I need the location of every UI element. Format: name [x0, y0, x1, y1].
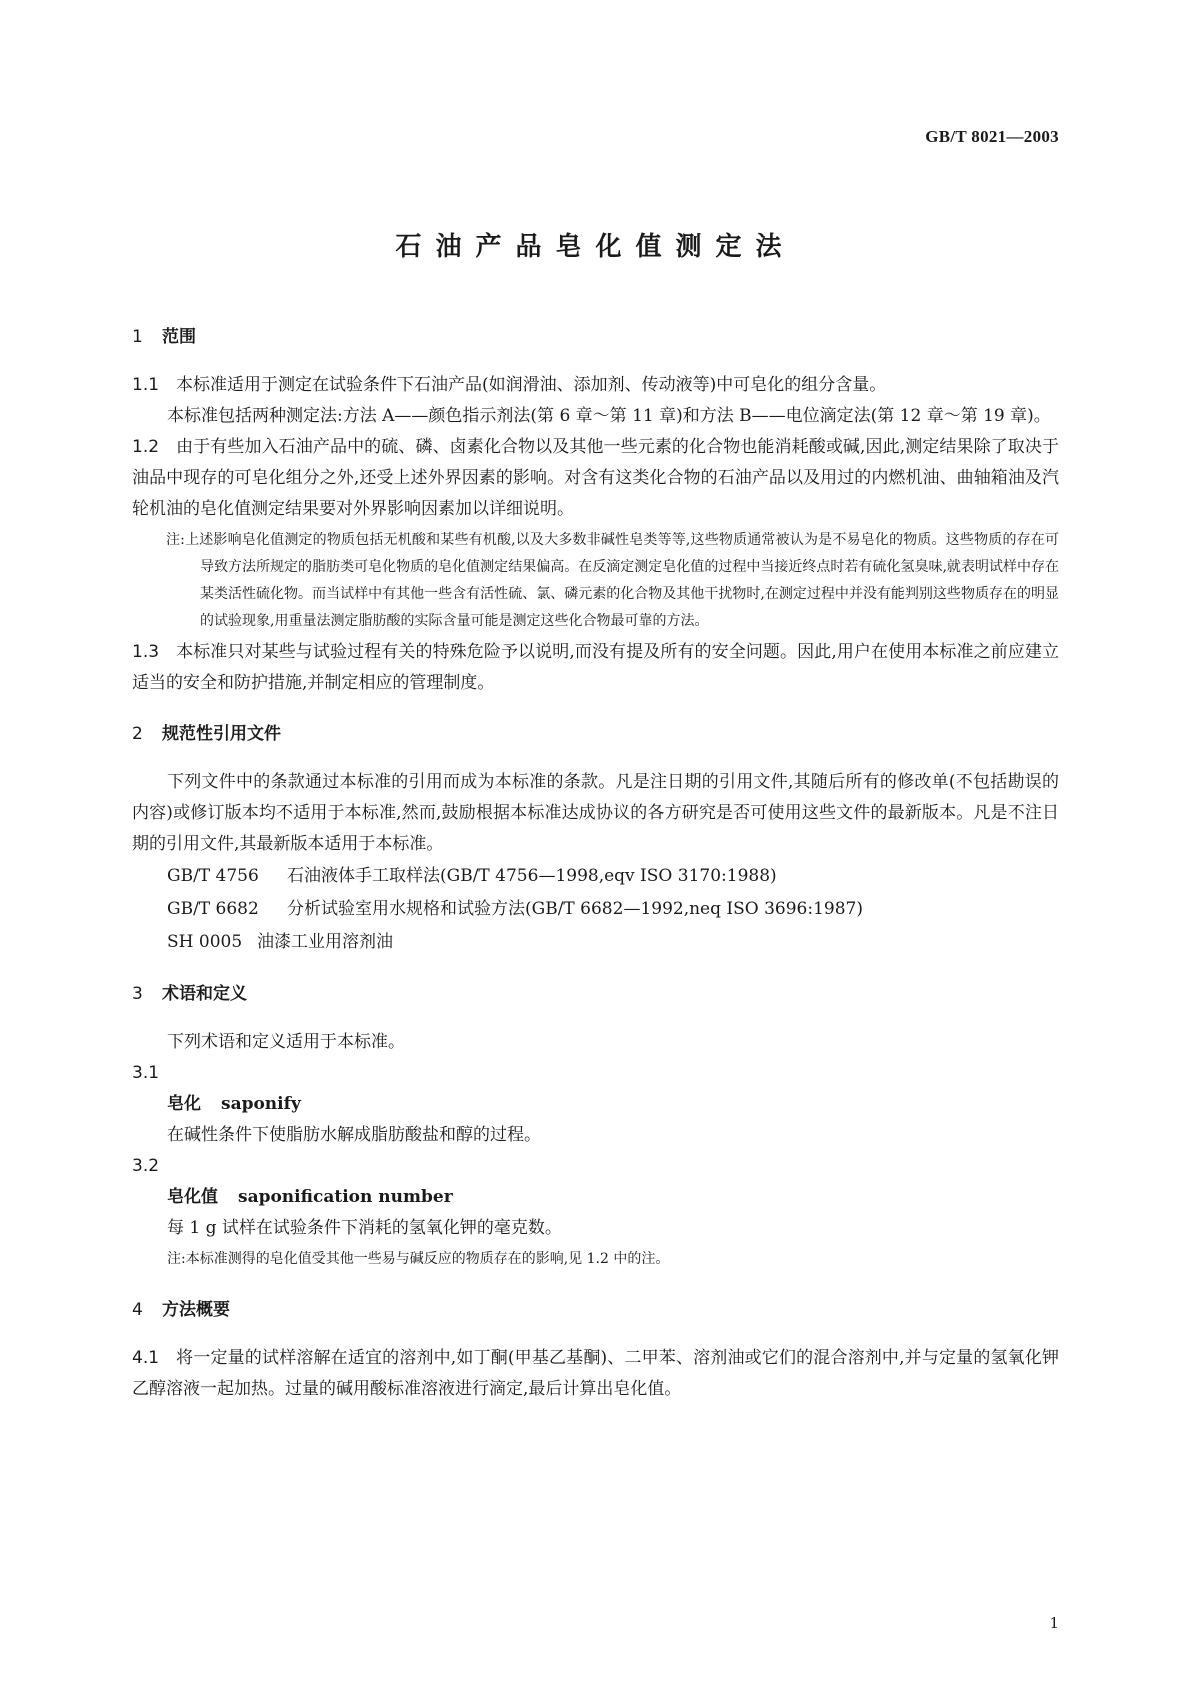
- term-3-2-note: 注:本标准测得的皂化值受其他一些易与碱反应的物质存在的影响,见 1.2 中的注。: [167, 1251, 670, 1267]
- reference-title: 石油液体手工取样法(GB/T 4756—1998,eqv ISO 3170:1988): [287, 866, 777, 886]
- page-number: 1: [1049, 1614, 1059, 1632]
- section-4-heading: [132, 1295, 1059, 1325]
- term-3-1-number: 3.1: [132, 1063, 160, 1083]
- reference-item: [132, 926, 1059, 959]
- reference-code: GB/T 4756: [167, 866, 259, 886]
- clause-number: 1.3: [132, 642, 160, 662]
- section-title: 方法概要: [162, 1300, 230, 1320]
- terms-intro: 下列术语和定义适用于本标准。: [167, 1032, 405, 1052]
- clause-number: 1.1: [132, 375, 160, 395]
- reference-item: [132, 893, 1059, 926]
- section-number: 4: [132, 1300, 143, 1320]
- clause-text: 由于有些加入石油产品中的硫、磷、卤素化合物以及其他一些元素的化合物也能消耗酸或碱,因此,测定结果除了取决于油品中现存的可皂化组分之外,还受上述外界因素的影响。对含有这类化合物的石油产品以及用过的内燃机油、曲轴箱油及汽轮机油的皂化值测定结果要对外界影响因素加以详细说明。: [132, 437, 1059, 519]
- section-title: 术语和定义: [162, 984, 247, 1004]
- document-title: 石油产品皂化值测定法: [395, 232, 796, 262]
- clause-text: 将一定量的试样溶解在适宜的溶剂中,如丁酮(甲基乙基酮)、二甲苯、溶剂油或它们的混合溶剂中,并与定量的氢氧化钾乙醇溶液一起加热。过量的碱用酸标准溶液进行滴定,最后计算出皂化值。: [132, 1348, 1059, 1399]
- term-3-1-definition: 在碱性条件下使脂肪水解成脂肪酸盐和醇的过程。: [167, 1125, 541, 1145]
- document-body: [132, 322, 1059, 1405]
- term-english: saponification number: [238, 1187, 453, 1207]
- clause-1-2: [132, 432, 1059, 525]
- clause-1-2-note: 注:上述影响皂化值测定的物质包括无机酸和某些有机酸,以及大多数非碱性皂类等等,这些物质通常被认为是不易皂化的物质。这些物质的存在可导致方法所规定的脂肪类可皂化物质的皂化值测定结果偏高。在反滴定测定皂化值的过程中当接近终点时若有硫化氢臭味,就表明试样中存在某类活性硫化物。而当试样中有其他一些含有活性硫、氯、磷元素的化合物及其他干扰物时,在测定过程中并没有能判别这些物质存在的明显的试验现象,用重量法测定脂肪酸的实际含量可能是测定这些化合物最可靠的方法。: [166, 532, 1059, 629]
- term-3-1: [132, 1089, 1059, 1120]
- clause-1-1: [132, 370, 1059, 401]
- section-title: 规范性引用文件: [162, 724, 281, 744]
- section-number: 3: [132, 984, 143, 1004]
- reference-title: 分析试验室用水规格和试验方法(GB/T 6682—1992,neq ISO 3696:1987): [287, 899, 863, 919]
- term-english: saponify: [221, 1094, 301, 1114]
- clause-text: 本标准只对某些与试验过程有关的特殊危险予以说明,而没有提及所有的安全问题。因此,用户在使用本标准之前应建立适当的安全和防护措施,并制定相应的管理制度。: [132, 642, 1059, 693]
- clause-text: 本标准适用于测定在试验条件下石油产品(如润滑油、添加剂、传动液等)中可皂化的组分含量。: [176, 375, 887, 395]
- term-chinese: 皂化: [167, 1094, 201, 1114]
- term-3-2-number: 3.2: [132, 1156, 160, 1176]
- clause-1-1-paragraph-2: 本标准包括两种测定法:方法 A——颜色指示剂法(第 6 章～第 11 章)和方法 B——电位滴定法(第 12 章～第 19 章)。: [167, 406, 1051, 426]
- clause-number: 4.1: [132, 1348, 160, 1368]
- clause-number: 1.2: [132, 437, 160, 457]
- clause-1-3: [132, 637, 1059, 699]
- reference-code: GB/T 6682: [167, 899, 259, 919]
- section-2-heading: [132, 719, 1059, 749]
- section-number: 2: [132, 724, 143, 744]
- standard-code: GB/T 8021—2003: [925, 127, 1059, 146]
- term-3-2: [132, 1182, 1059, 1213]
- section-3-heading: [132, 979, 1059, 1009]
- term-chinese: 皂化值: [167, 1187, 218, 1207]
- reference-code: SH 0005: [167, 932, 243, 952]
- normative-references-intro: 下列文件中的条款通过本标准的引用而成为本标准的条款。凡是注日期的引用文件,其随后所有的修改单(不包括勘误的内容)或修订版本均不适用于本标准,然而,鼓励根据本标准达成协议的各方研究是否可使用这些文件的最新版本。凡是不注日期的引用文件,其最新版本适用于本标准。: [132, 772, 1060, 854]
- reference-title: 油漆工业用溶剂油: [257, 932, 393, 952]
- section-1-heading: [132, 322, 1059, 352]
- section-title: 范围: [162, 327, 196, 347]
- reference-item: [132, 860, 1059, 893]
- clause-4-1: [132, 1343, 1059, 1405]
- section-number: 1: [132, 327, 143, 347]
- term-3-2-definition: 每 1 g 试样在试验条件下消耗的氢氧化钾的毫克数。: [167, 1218, 562, 1238]
